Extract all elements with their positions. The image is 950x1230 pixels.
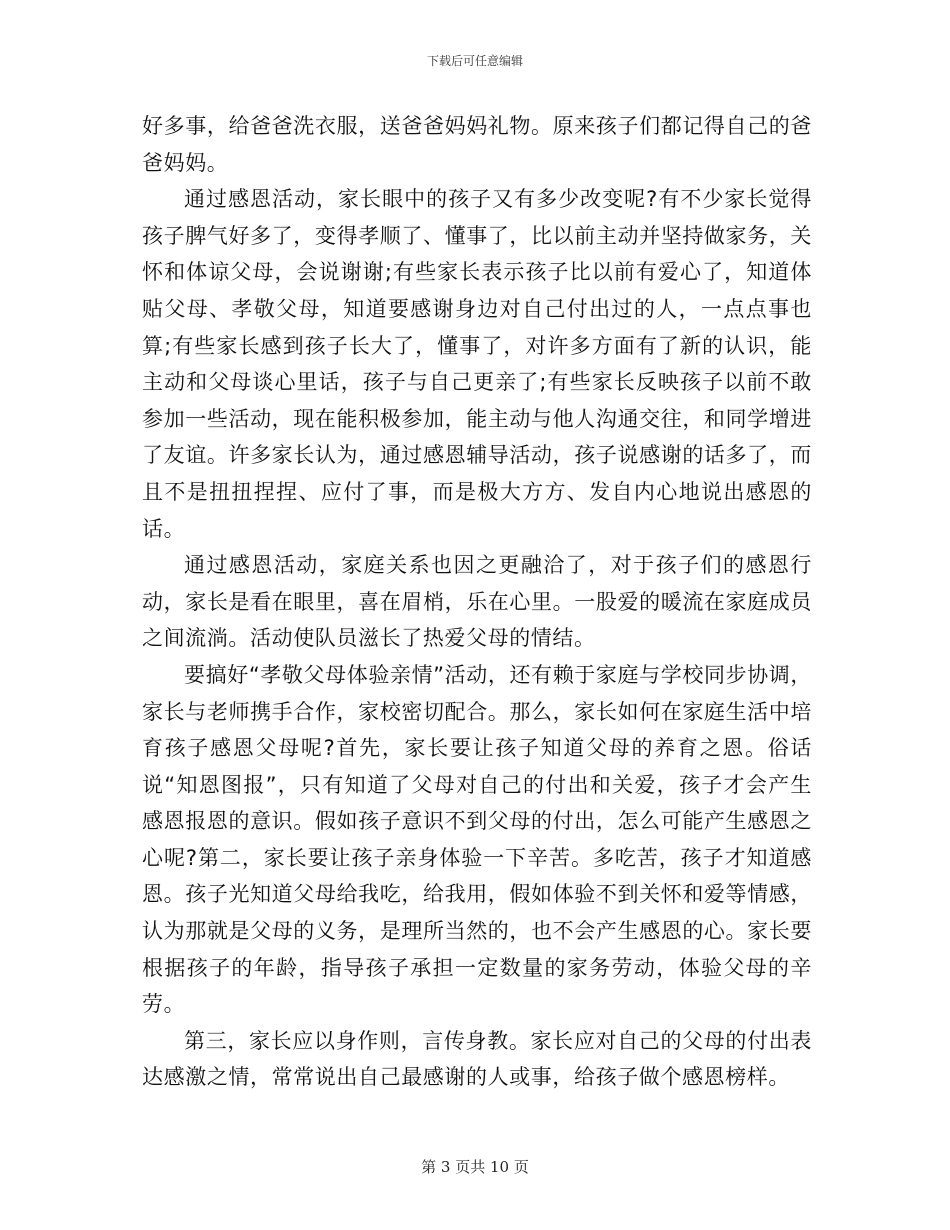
paragraph-4: 要搞好“孝敬父母体验亲情”活动，还有赖于家庭与学校同步协调，家长与老师携手合作，家校密切配合。那么，家长如何在家庭生活中培育孩子感恩父母呢?首先，家长要让孩子知道父母的养育之恩。俗话说“知恩图报”，只有知道了父母对自己的付出和关爱，孩子才会产生感恩报恩的意识。假如孩子意识不到父母的付出，怎么可能产生感恩之心呢?第二，家长要让孩子亲身体验一下辛苦。多吃苦，孩子才知道感恩。孩子光知道父母给我吃，给我用，假如体验不到关怀和爱等情感，认为那就是父母的义务，是理所当然的，也不会产生感恩的心。家长要根据孩子的年龄，指导孩子承担一定数量的家务劳动，体验父母的辛劳。 bbox=[142, 662, 812, 1017]
paragraph-1: 好多事，给爸爸洗衣服，送爸爸妈妈礼物。原来孩子们都记得自己的爸爸妈妈。 bbox=[142, 114, 812, 175]
paragraph-2: 通过感恩活动，家长眼中的孩子又有多少改变呢?有不少家长觉得孩子脾气好多了，变得孝顺了、懂事了，比以前主动并坚持做家务，关怀和体谅父母，会说谢谢;有些家长表示孩子比以前有爱心了，知道体贴父母、孝敬父母，知道要感谢身边对自己付出过的人，一点点事也算;有些家长感到孩子长大了，懂事了，对许多方面有了新的认识，能主动和父母谈心里话，孩子与自己更亲了;有些家长反映孩子以前不敢参加一些活动，现在能积极参加，能主动与他人沟通交往，和同学增进了友谊。许多家长认为，通过感恩辅导活动，孩子说感谢的话多了，而且不是扭扭捏捏、应付了事，而是极大方方、发自内心地说出感恩的话。 bbox=[142, 187, 812, 541]
page-header: 下载后可任意编辑 bbox=[426, 54, 523, 68]
paragraph-3: 通过感恩活动，家庭关系也因之更融洽了，对于孩子们的感恩行动，家长是看在眼里，喜在眉梢，乐在心里。一股爱的暖流在家庭成员之间流淌。活动使队员滋长了热爱父母的情结。 bbox=[142, 553, 812, 651]
paragraph-5: 第三，家长应以身作则，言传身教。家长应对自己的父母的付出表达感激之情，常常说出自己最感谢的人或事，给孩子做个感恩榜样。 bbox=[142, 1028, 812, 1090]
document-body bbox=[142, 108, 812, 1096]
page-footer: 第 3 页共 10 页 bbox=[421, 1158, 529, 1176]
